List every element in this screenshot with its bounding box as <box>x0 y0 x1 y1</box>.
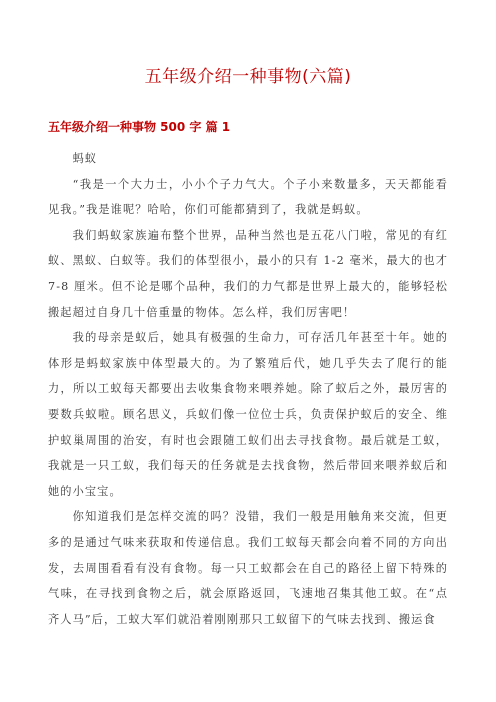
section-heading: 五年级介绍一种事物 500 字 篇 1 <box>48 120 231 134</box>
section-subtitle: 蚂蚁 <box>72 152 98 165</box>
document-title: 五年级介绍一种事物(六篇) <box>144 67 352 87</box>
paragraph-2: 我们蚂蚁家族遍布整个世界，品种当然也是五花八门啦，常见的有红蚁、黑蚁、白蚁等。我们的体型很小，最小的只有 1-2 毫米，最大的也才 7-8 厘米。但不论是哪个品种，我们的力气都是世界上最大的，能够轻松搬起超过自身几十倍重量的物体。怎么样，我们厉害吧！ <box>48 228 448 319</box>
paragraph-4: 你知道我们是怎样交流的吗？没错，我们一般是用触角来交流，但更多的是通过气味来获取和传递信息。我们工蚁每天都会向着不同的方向出发，去周围看看有没有食物。每一只工蚁都会在自己的路径上留下特殊的气味，在寻找到食物之后，就会原路返回，飞速地召集其他工蚁。在“点齐人马”后，工蚁大军们就沿着刚刚那只工蚁留下的气味去找到、搬运食 <box>48 510 448 626</box>
paragraph-3: 我的母亲是蚁后，她具有极强的生命力，可存活几年甚至十年。她的体形是蚂蚁家族中体型最大的。为了繁殖后代，她几乎失去了爬行的能力，所以工蚁每天都要出去收集食物来喂养她。除了蚁后之外，最厉害的要数兵蚁啦。顾名思义，兵蚁们像一位位士兵，负责保护蚁后的安全、维护蚁巢周围的治安，有时也会跟随工蚁们出去寻找食物。最后就是工蚁，我就是一只工蚁，我们每天的任务就是去找食物，然后带回来喂养蚁后和她的小宝宝。 <box>48 331 448 498</box>
paragraph-1: “我是一个大力士，小小个子力气大。个子小来数量多，天天都能看见我。”我是谁呢？哈哈，你们可能都猜到了，我就是蚂蚁。 <box>48 177 448 217</box>
section-body <box>48 146 448 632</box>
